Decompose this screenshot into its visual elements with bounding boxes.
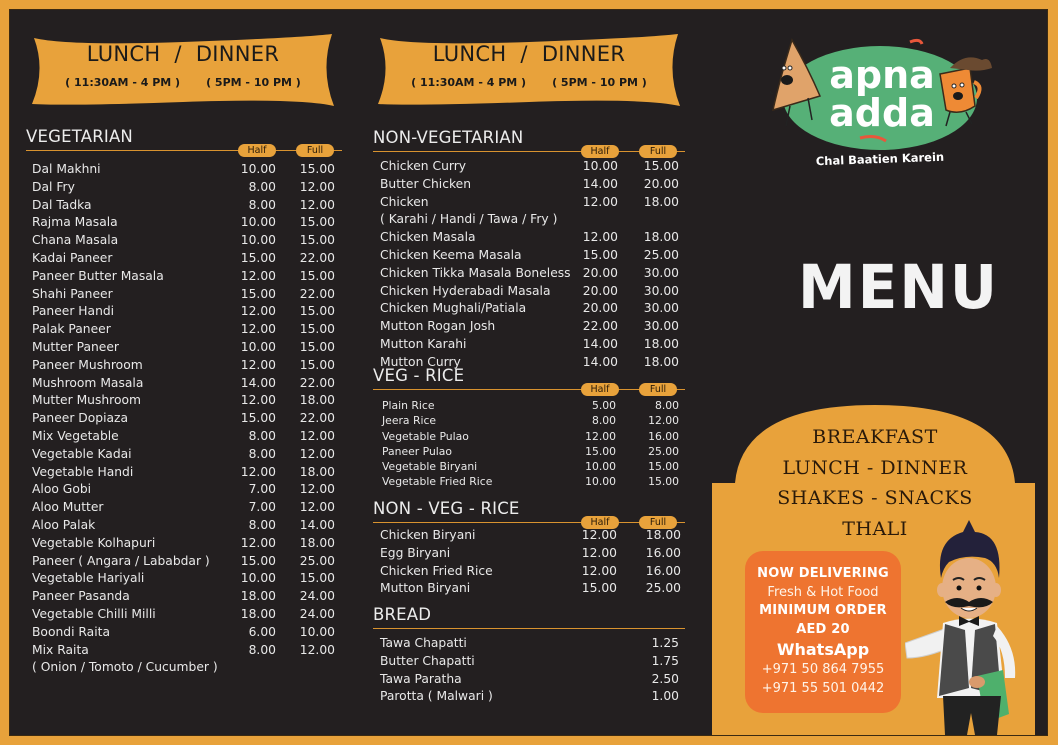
item-name: Chicken Mughali/Patiala [380,301,527,316]
item-name: Vegetable Pulao [382,429,469,443]
item-name: Chicken Hyderabadi Masala [380,283,551,298]
non-veg-rice-section [373,498,685,599]
menu-item-row [32,482,342,500]
lunch-time: ( 11:30AM - 4 PM ) [65,76,181,89]
menu-item-row [32,607,342,625]
dinner-time: ( 5PM - 10 PM ) [552,76,647,89]
full-pill: Full [296,144,334,157]
menu-item-row [32,393,342,411]
half-price: 8.00 [248,428,276,443]
item-name: Vegetable Kadai [32,446,132,461]
service-item: SHAKES - SNACKS [777,487,973,509]
full-price: 24.00 [299,589,335,604]
half-price: 18.00 [240,589,276,604]
full-price: 18.00 [299,535,335,550]
menu-item-row [32,660,342,678]
menu-item-row [382,399,685,414]
menu-item-row [380,195,685,213]
menu-item-row [380,689,685,707]
full-price: 15.00 [299,571,335,586]
half-price: 15.00 [240,553,276,568]
half-price: 15.00 [581,581,617,596]
half-price: 8.00 [248,517,276,532]
full-price: 15.00 [299,339,335,354]
full-price: 16.00 [648,429,679,443]
full-pill: Full [639,516,677,529]
half-price: 12.00 [581,528,617,542]
full-price: 24.00 [299,606,335,621]
full-price: 15.00 [299,268,335,283]
full-price: 18.00 [643,354,679,369]
menu-item-row [32,233,342,251]
full-price: 16.00 [645,563,681,578]
half-price: 15.00 [240,286,276,301]
menu-item-row [380,301,685,319]
half-price: 10.00 [240,571,276,586]
full-price: 15.00 [299,233,335,248]
full-price: 12.00 [299,446,335,461]
menu-item-row [380,654,685,672]
hours-banner-middle [374,30,684,110]
menu-item-row [32,625,342,643]
item-name: Aloo Gobi [32,482,92,497]
menu-item-row [32,643,342,661]
half-price: 22.00 [582,319,618,334]
dinner-label: DINNER [541,42,626,66]
full-pill: Full [639,145,677,158]
half-price: 12.00 [240,535,276,550]
half-price: 14.00 [240,375,276,390]
menu-item-row [380,212,685,230]
menu-item-row [32,376,342,394]
menu-item-row [32,429,342,447]
menu-item-row [380,248,685,266]
full-price: 15.00 [299,162,335,176]
full-price: 12.00 [299,428,335,443]
item-name: Boondi Raita [32,624,110,639]
vegetarian-section [26,126,342,678]
item-name: Chicken Fried Rice [380,563,493,578]
item-name: Tawa Chapatti [380,636,467,650]
item-name: Mutter Mushroom [32,393,141,408]
half-price: 8.00 [591,414,616,428]
item-name: Mutton Biryani [380,581,471,596]
logo-tagline: Chal Baatien Karein [815,149,945,168]
service-item: BREAKFAST [812,426,938,448]
half-price: 8.00 [248,179,276,194]
item-name: Rajma Masala [32,215,118,230]
menu-item-row [380,177,685,195]
item-name: Vegetable Handi [32,464,134,479]
item-name: Chicken Biryani [380,528,476,542]
item-price: 2.50 [651,671,679,686]
full-price: 15.00 [648,460,679,474]
item-name: Mix Vegetable [32,428,119,443]
half-price: 10.00 [240,339,276,354]
full-price: 20.00 [643,176,679,191]
phone-number-2[interactable]: +971 55 501 0442 [761,680,885,696]
section-title: VEGETARIAN [26,127,133,146]
item-name: Jeera Rice [382,414,437,428]
logo-text-line2: adda [829,91,935,135]
item-name: Mutton Karahi [380,336,467,351]
phone-number-1[interactable]: +971 50 864 7955 [761,662,885,677]
menu-item-row [32,571,342,589]
hours-banner-left [28,30,338,110]
dinner-time: ( 5PM - 10 PM ) [206,76,301,89]
item-name: Dal Makhni [32,162,101,176]
item-name: Mutton Curry [380,354,461,369]
half-price: 12.00 [240,268,276,283]
item-name: Vegetable Hariyali [32,571,145,586]
full-price: 10.00 [299,624,335,639]
item-price: 1.00 [651,689,679,704]
half-price: 10.00 [585,475,616,489]
half-price: 12.00 [240,322,276,337]
service-item: LUNCH - DINNER [782,456,968,479]
bread-section [373,604,685,707]
item-name: Paneer Dopiaza [32,411,129,426]
item-name: Chicken Curry [380,159,467,173]
section-title: VEG - RICE [373,366,465,385]
item-name: Butter Chapatti [380,653,475,668]
full-price: 30.00 [643,319,679,334]
item-name: ( Onion / Tomoto / Cucumber ) [32,660,218,675]
full-price: 18.00 [643,230,679,245]
half-pill: Half [238,144,276,157]
half-price: 6.00 [248,624,276,639]
non-vegetarian-section [373,127,685,373]
menu-item-row [382,414,685,429]
menu-item-row [32,269,342,287]
full-price: 18.00 [299,464,335,479]
dinner-label: DINNER [195,42,280,66]
half-price: 7.00 [248,500,276,515]
menu-title: MENU [798,251,999,323]
menu-item-row [32,554,342,572]
slash: / [520,42,528,66]
menu-item-row [380,266,685,284]
menu-item-row [32,287,342,305]
menu-item-row [380,230,685,248]
half-price: 15.00 [240,411,276,426]
full-price: 22.00 [299,286,335,301]
item-name: Chana Masala [32,233,119,248]
waiter-illustration-icon [905,518,1035,735]
half-price: 20.00 [582,265,618,280]
bread-list [380,636,685,707]
full-price: 30.00 [643,283,679,298]
item-name: Paneer Butter Masala [32,268,164,283]
item-name: Vegetable Biryani [382,460,478,474]
menu-item-row [380,337,685,355]
menu-item-row [32,322,342,340]
item-name: Dal Tadka [32,197,92,212]
slash: / [174,42,182,66]
section-title: BREAD [373,605,432,624]
full-price: 25.00 [299,553,335,568]
delivery-headline: NOW DELIVERING [757,566,889,581]
menu-item-row [380,159,685,177]
full-price: 8.00 [654,399,679,412]
lunch-label: LUNCH [432,42,507,66]
half-price: 12.00 [240,304,276,319]
item-name: Mix Raita [32,642,89,657]
item-name: Paneer Pasanda [32,589,130,604]
non-veg-rice-list [380,528,685,599]
veg-rice-section [373,365,685,491]
half-price: 12.00 [581,545,617,560]
item-name: Butter Chicken [380,176,472,191]
half-price: 10.00 [240,162,276,176]
half-price: 15.00 [240,250,276,265]
item-price: 1.75 [651,653,679,668]
full-price: 30.00 [643,301,679,316]
delivery-subline: Fresh & Hot Food [767,584,879,600]
half-price: 8.00 [248,642,276,657]
item-name: Chicken Tikka Masala Boneless [380,265,571,280]
full-price: 22.00 [299,250,335,265]
item-name: Dal Fry [32,179,75,194]
item-name: Vegetable Kolhapuri [32,535,156,550]
full-price: 15.00 [643,159,679,173]
menu-item-row [32,465,342,483]
vegetarian-list [32,162,342,678]
half-price: 12.00 [240,464,276,479]
item-name: Parotta ( Malwari ) [380,689,493,704]
menu-item-row [382,475,685,490]
full-price: 22.00 [299,375,335,390]
menu-item-row [380,581,685,599]
menu-item-row [32,358,342,376]
full-price: 18.00 [299,393,335,408]
menu-item-row [32,162,342,180]
half-price: 12.00 [581,563,617,578]
menu-item-row [32,251,342,269]
item-name: Mushroom Masala [32,375,144,390]
half-price: 7.00 [248,482,276,497]
half-price: 10.00 [582,159,618,173]
item-name: ( Karahi / Handi / Tawa / Fry ) [380,212,558,227]
full-price: 18.00 [643,194,679,209]
half-price: 5.00 [591,399,616,412]
half-pill: Half [581,516,619,529]
apna-adda-logo [770,38,995,168]
full-price: 15.00 [299,215,335,230]
half-price: 12.00 [582,230,618,245]
veg-rice-list [382,399,685,491]
minimum-order-label: MINIMUM ORDER [759,603,887,618]
full-price: 12.00 [299,482,335,497]
full-price: 12.00 [299,197,335,212]
item-name: Vegetable Fried Rice [382,475,493,489]
menu-item-row [382,445,685,460]
item-name: Chicken [380,194,429,209]
full-price: 30.00 [643,265,679,280]
item-name: Plain Rice [382,399,435,412]
full-price: 15.00 [648,475,679,489]
menu-item-row [32,340,342,358]
menu-item-row [32,536,342,554]
full-price: 12.00 [299,642,335,657]
divider [26,150,342,151]
menu-item-row [32,304,342,322]
full-price: 18.00 [645,528,681,542]
full-price: 22.00 [299,411,335,426]
menu-item-row [32,411,342,429]
half-price: 10.00 [240,215,276,230]
section-title: NON - VEG - RICE [373,499,520,518]
full-price: 25.00 [645,581,681,596]
half-price: 14.00 [582,354,618,369]
menu-item-row [380,284,685,302]
full-pill: Full [639,383,677,396]
full-price: 12.00 [299,179,335,194]
delivery-info-card [745,551,901,713]
menu-item-row [32,500,342,518]
half-price: 14.00 [582,176,618,191]
item-name: Paneer Mushroom [32,357,143,372]
full-price: 16.00 [645,545,681,560]
menu-item-row [380,636,685,654]
item-price: 1.25 [651,636,679,650]
non-vegetarian-list [380,159,685,373]
full-price: 15.00 [299,322,335,337]
item-name: Chicken Masala [380,230,476,245]
half-price: 12.00 [582,194,618,209]
half-price: 15.00 [582,247,618,262]
menu-item-row [32,180,342,198]
half-pill: Half [581,145,619,158]
item-name: Paneer Handi [32,304,115,319]
item-name: Mutton Rogan Josh [380,319,496,334]
full-price: 12.00 [299,500,335,515]
half-price: 15.00 [585,444,616,458]
item-name: Paneer Pulao [382,444,453,458]
half-price: 8.00 [248,446,276,461]
item-name: Tawa Paratha [380,671,462,686]
full-price: 12.00 [648,414,679,428]
menu-item-row [32,589,342,607]
menu-item-row [32,447,342,465]
menu-item-row [32,198,342,216]
section-title: NON-VEGETARIAN [373,128,524,147]
half-price: 10.00 [585,460,616,474]
menu-item-row [32,215,342,233]
half-price: 12.00 [240,357,276,372]
item-name: Kadai Paneer [32,250,113,265]
menu-item-row [380,319,685,337]
item-name: Shahi Paneer [32,286,113,301]
item-name: Vegetable Chilli Milli [32,606,156,621]
lunch-time: ( 11:30AM - 4 PM ) [411,76,527,89]
item-name: Mutter Paneer [32,339,119,354]
menu-item-row [380,564,685,582]
service-item: THALI [842,517,908,540]
menu-item-row [380,528,685,546]
half-price: 20.00 [582,301,618,316]
menu-item-row [382,430,685,445]
menu-item-row [382,460,685,475]
menu-item-row [32,518,342,536]
item-name: Aloo Mutter [32,500,104,515]
full-price: 25.00 [648,444,679,458]
menu-item-row [380,672,685,690]
logo-text-line1: apna [829,53,935,97]
half-price: 20.00 [582,283,618,298]
full-price: 14.00 [299,517,335,532]
lunch-label: LUNCH [86,42,161,66]
half-price: 12.00 [240,393,276,408]
item-name: Chicken Keema Masala [380,247,522,262]
half-price: 12.00 [585,429,616,443]
half-price: 10.00 [240,233,276,248]
item-name: Egg Biryani [380,545,451,560]
half-price: 14.00 [582,336,618,351]
half-price: 18.00 [240,606,276,621]
half-price: 8.00 [248,197,276,212]
item-name: Paneer ( Angara / Lababdar ) [32,553,210,568]
full-price: 25.00 [643,247,679,262]
whatsapp-label: WhatsApp [776,640,870,659]
item-name: Palak Paneer [32,322,111,337]
full-price: 15.00 [299,357,335,372]
divider [373,628,685,629]
menu-item-row [380,546,685,564]
item-name: Aloo Palak [32,517,96,532]
full-price: 18.00 [643,336,679,351]
half-pill: Half [581,383,619,396]
full-price: 15.00 [299,304,335,319]
minimum-order-amount: AED 20 [796,621,850,637]
